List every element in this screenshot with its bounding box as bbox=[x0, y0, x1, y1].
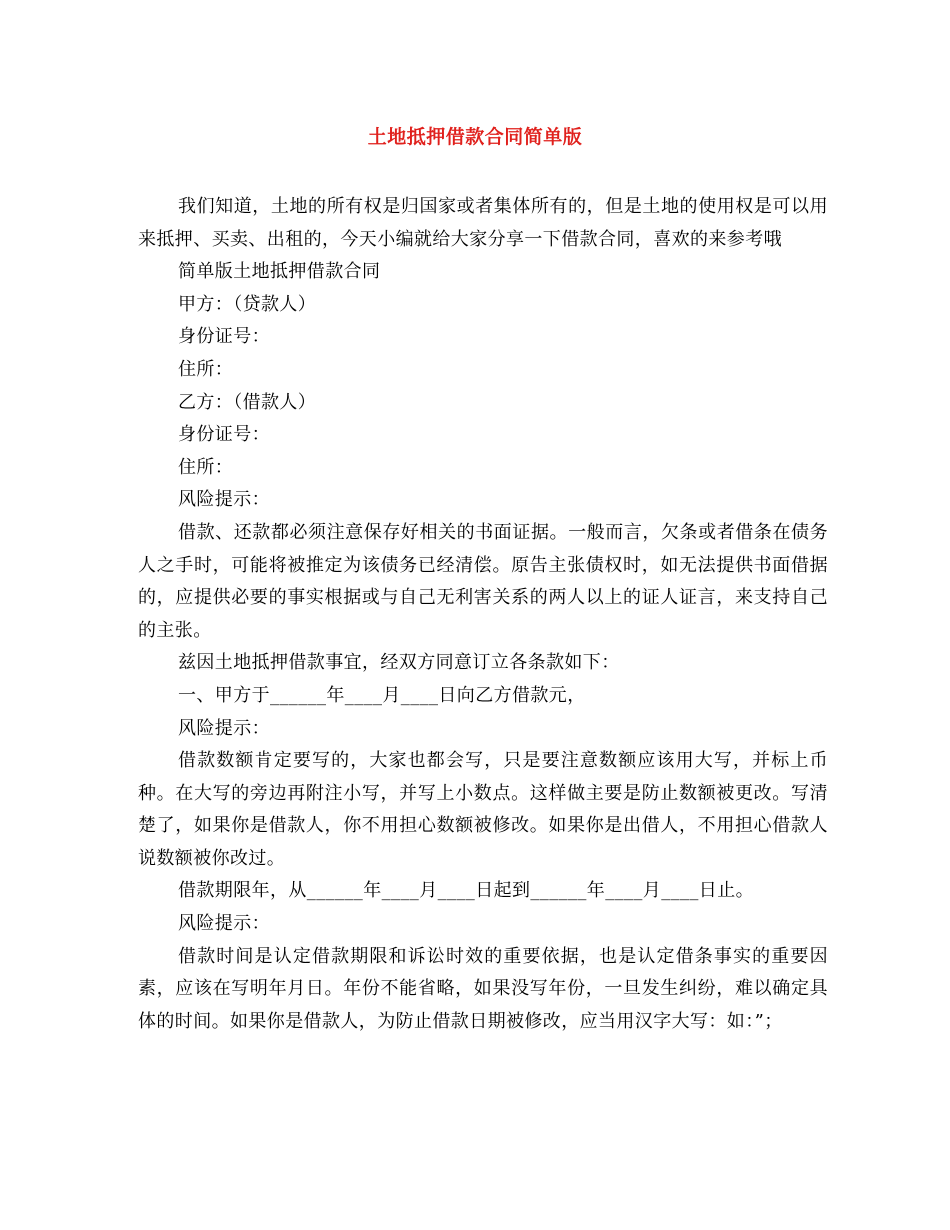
contract-heading: 简单版土地抵押借款合同 bbox=[178, 261, 381, 283]
risk-tip-paragraph: 借款、还款都必须注意保存好相关的书面证据。一般而言，欠条或者借条在债务人之手时，可能将被推定为该债务已经清偿。原告主张债权时，如无法提供书面借据的，应提供必要的事实根据或与自己无利害关系的两人以上的证人证言，来支持自己的主张。 bbox=[138, 521, 828, 641]
document-body bbox=[138, 191, 828, 1038]
loan-term-line: 借款期限年，从______年____月____日起到______年____月____日止。 bbox=[178, 880, 754, 902]
risk-tip-paragraph: 借款数额肯定要写的，大家也都会写，只是要注意数额应该用大写，并标上币种。在大写的旁边再附注小写，并写上小数点。这样做主要是防止数额被更改。写清楚了，如果你是借款人，你不用担心数额被修改。如果你是出借人，不用担心借款人说数额被你改过。 bbox=[138, 750, 828, 869]
party-a-id-line: 身份证号： bbox=[178, 326, 270, 348]
party-a-address-line: 住所： bbox=[178, 358, 234, 380]
clause-one-line: 一、甲方于______年____月____日向乙方借款元， bbox=[178, 684, 586, 706]
risk-tip-label: 风险提示： bbox=[178, 913, 270, 935]
agreement-intro-line: 兹因土地抵押借款事宜，经双方同意订立各条款如下： bbox=[178, 652, 620, 674]
party-b-address-line: 住所： bbox=[178, 456, 234, 478]
party-b-id-line: 身份证号： bbox=[178, 424, 270, 446]
intro-paragraph: 我们知道，土地的所有权是归国家或者集体所有的，但是土地的使用权是可以用来抵押、买卖、出租的，今天小编就给大家分享一下借款合同，喜欢的来参考哦 bbox=[138, 196, 828, 250]
party-b-line: 乙方：（借款人） bbox=[178, 391, 317, 413]
risk-tip-label: 风险提示： bbox=[178, 717, 270, 739]
risk-tip-label: 风险提示： bbox=[178, 489, 270, 511]
party-a-line: 甲方：（贷款人） bbox=[178, 293, 317, 315]
risk-tip-paragraph: 借款时间是认定借款期限和诉讼时效的重要依据，也是认定借条事实的重要因素，应该在写明年月日。年份不能省略，如果没写年份，一旦发生纠纷，难以确定具体的时间。如果你是借款人，为防止借款日期被修改，应当用汉字大写：如：”； bbox=[138, 945, 828, 1032]
document-title: 土地抵押借款合同简单版 bbox=[367, 126, 583, 148]
